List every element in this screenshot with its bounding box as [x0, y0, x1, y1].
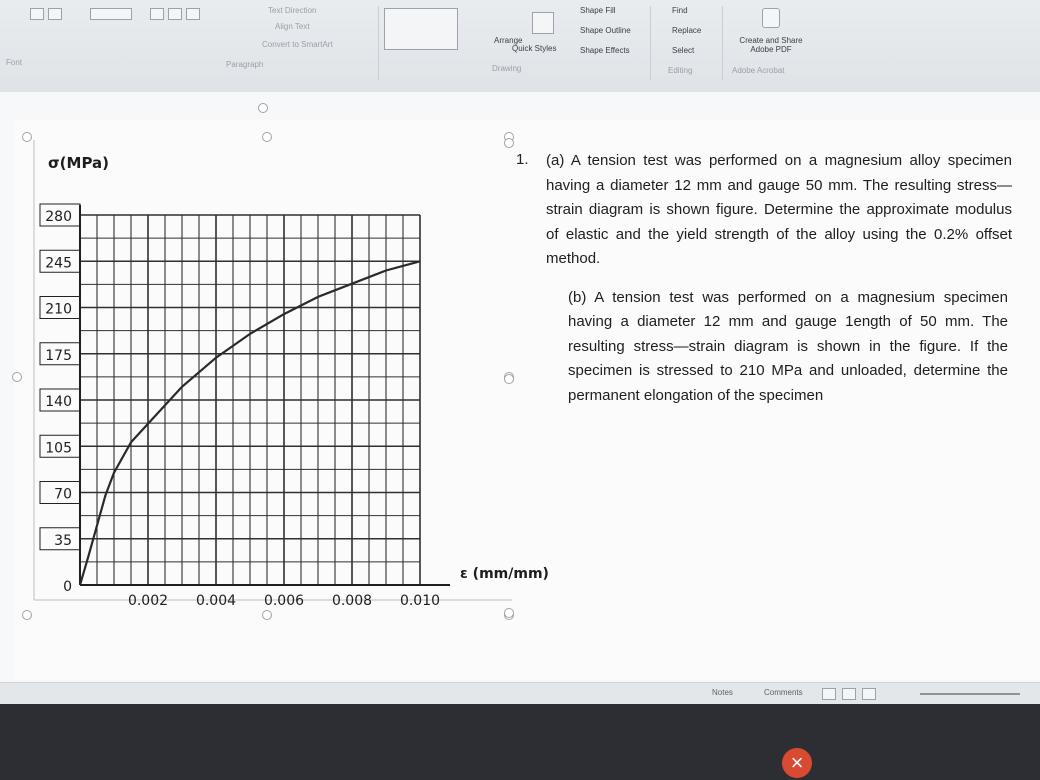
question-number: 1.	[516, 151, 529, 168]
y-tick-label: 0	[63, 579, 72, 595]
ribbon-separator	[722, 6, 723, 80]
question-part-b: (b) A tension test was performed on a magnesium specimen having a diameter 12 mm and gauge 1ength of 50 mm. The resulting stress—strain diagram is shown in the figure. If the specimen is stressed to 210 MPa and unloaded, determine the permanent elongation of the specimen	[568, 289, 1008, 404]
create-share-pdf-button[interactable]: Create and Share Adobe PDF	[739, 36, 803, 54]
y-axis-label: σ(MPa)	[48, 154, 110, 172]
x-tick-label: 0.010	[399, 593, 441, 609]
comments-button[interactable]: Comments	[764, 688, 803, 697]
question-part-a: (a) A tension test was performed on a magnesium alloy specimen having a diameter 12 mm and gauge 50 mm. The resulting stress—strain diagram is shown figure. Determine the approximate modulus of elastic and the yield strength of the alloy using the 0.2% offset method.	[546, 152, 1012, 268]
select-button[interactable]: Select	[672, 46, 695, 55]
status-bar	[0, 682, 1040, 705]
textbox-handle[interactable]	[504, 374, 514, 384]
quick-styles-button[interactable]: Quick Styles	[512, 44, 557, 53]
x-tick-label: 0.004	[195, 593, 237, 609]
textbox-handle[interactable]	[504, 608, 514, 618]
textbox-handle[interactable]	[504, 138, 514, 148]
replace-button[interactable]: Replace	[672, 26, 702, 35]
drawing-group-label: Drawing	[492, 64, 522, 73]
align-text-button[interactable]: Align Text	[275, 22, 310, 31]
taskbar	[0, 704, 1040, 780]
font-italic-icon[interactable]	[48, 8, 62, 20]
arrange-button[interactable]: Arrange	[494, 36, 523, 45]
editing-group-label: Editing	[668, 66, 693, 75]
y-tick-label: 280	[45, 209, 72, 225]
zoom-slider[interactable]	[920, 693, 1020, 695]
shape-outline-button[interactable]: Shape Outline	[580, 26, 631, 35]
find-button[interactable]: Find	[672, 6, 688, 15]
slide-sorter-icon[interactable]	[842, 688, 856, 700]
paragraph-group-label: Paragraph	[226, 60, 264, 69]
y-tick-label: 105	[45, 440, 72, 457]
shapes-gallery-icon[interactable]	[384, 8, 458, 50]
resize-handle[interactable]	[22, 610, 32, 620]
normal-view-icon[interactable]	[822, 688, 836, 700]
x-tick-label: 0.008	[331, 593, 373, 609]
quick-styles-icon[interactable]	[532, 12, 554, 34]
font-size-icon[interactable]	[90, 8, 132, 20]
y-tick-label: 70	[54, 486, 72, 503]
pdf-icon[interactable]	[762, 8, 780, 28]
notes-button[interactable]: Notes	[712, 688, 733, 697]
ribbon-separator	[650, 6, 651, 80]
x-axis-label: ε (mm/mm)	[460, 566, 549, 582]
ribbon-toolbar	[0, 0, 1040, 93]
convert-smartart-button[interactable]: Convert to SmartArt	[262, 40, 333, 49]
font-bold-icon[interactable]	[30, 8, 44, 20]
text-direction-button[interactable]: Text Direction	[268, 6, 317, 15]
close-icon[interactable]: ×	[782, 748, 812, 778]
y-tick-label: 35	[54, 532, 72, 549]
y-tick-label: 175	[45, 347, 72, 364]
align-left-icon[interactable]	[150, 8, 164, 20]
font-group-label: Font	[6, 58, 23, 67]
shape-effects-button[interactable]: Shape Effects	[580, 46, 630, 55]
y-tick-label: 245	[45, 255, 72, 272]
bullets-icon[interactable]	[186, 8, 200, 20]
x-tick-label: 0.002	[127, 593, 169, 609]
resize-handle[interactable]	[262, 610, 272, 620]
y-tick-label: 140	[45, 394, 72, 410]
reading-view-icon[interactable]	[862, 688, 876, 700]
y-tick-label: 210	[45, 301, 72, 318]
align-center-icon[interactable]	[168, 8, 182, 20]
x-tick-label: 0.006	[263, 593, 305, 609]
shape-fill-button[interactable]: Shape Fill	[580, 6, 616, 15]
rotate-handle[interactable]	[258, 103, 268, 113]
ribbon-separator	[378, 6, 379, 80]
acrobat-group-label: Adobe Acrobat	[732, 66, 785, 75]
stress-strain-chart[interactable]	[20, 140, 549, 610]
